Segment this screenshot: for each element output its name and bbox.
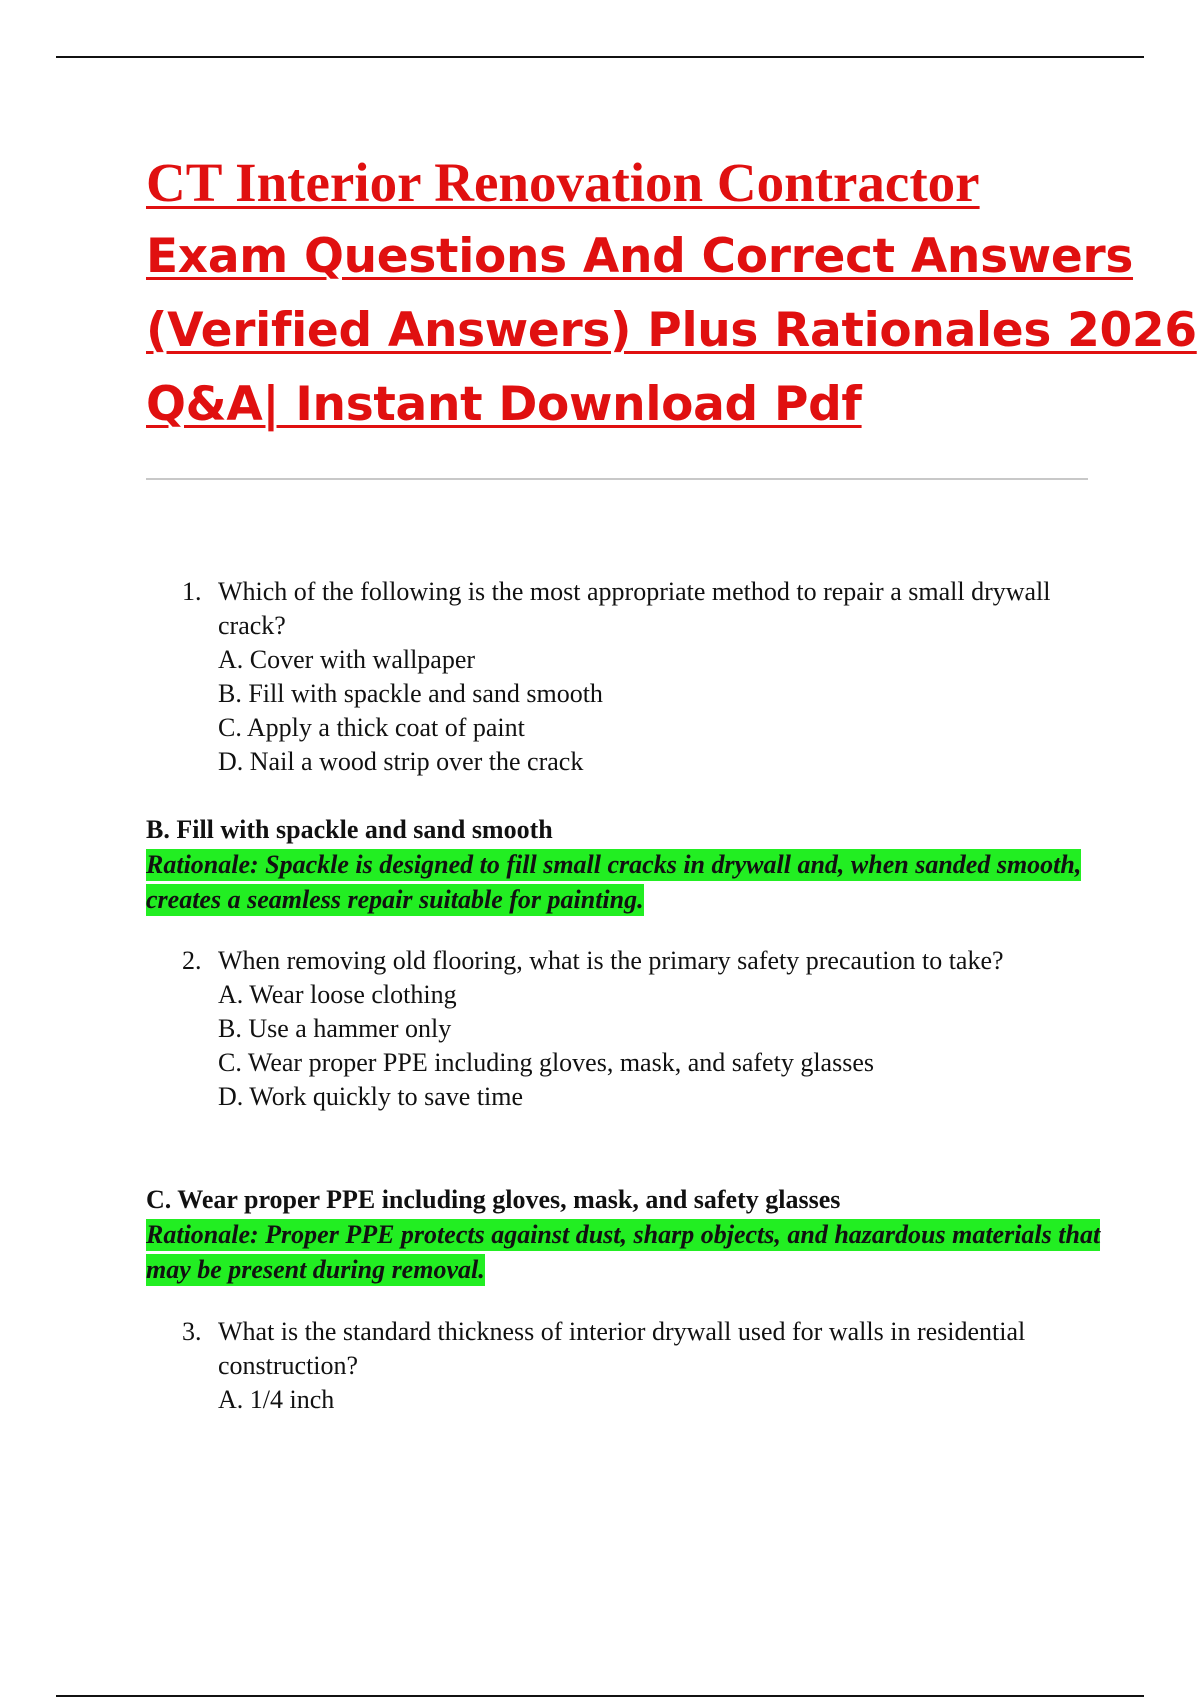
option-c: C. Apply a thick coat of paint bbox=[218, 713, 525, 742]
option-d: D. Work quickly to save time bbox=[218, 1082, 524, 1111]
option-d: D. Nail a wood strip over the crack bbox=[218, 747, 584, 776]
page-bottom-rule bbox=[56, 1695, 1144, 1697]
option-c: C. Wear proper PPE including gloves, mask, and safety glasses bbox=[218, 1048, 874, 1077]
title-line-2: Exam Questions And Correct Answers bbox=[146, 229, 1134, 284]
document-title bbox=[146, 146, 1197, 442]
rationale bbox=[146, 847, 1106, 917]
rationale bbox=[146, 1217, 1106, 1287]
correct-answer: C. Wear proper PPE including gloves, mask, and safety glasses bbox=[146, 1185, 841, 1214]
rationale-text: Rationale: Proper PPE protects against dust, sharp objects, and hazardous materials that may be present during removal. bbox=[146, 1220, 1101, 1284]
title-line-1: CT Interior Renovation Contractor bbox=[146, 152, 980, 213]
option-a: A. 1/4 inch bbox=[218, 1385, 335, 1414]
title-separator bbox=[146, 478, 1088, 480]
question-number: 3. bbox=[182, 1317, 202, 1346]
rationale-text: Rationale: Spackle is designed to fill small cracks in drywall and, when sanded smooth, creates a seamless repair suitable for painting. bbox=[146, 850, 1082, 914]
option-a: A. Cover with wallpaper bbox=[218, 645, 476, 674]
question-number: 1. bbox=[182, 577, 202, 606]
title-line-3: (Verified Answers) Plus Rationales 2026 bbox=[146, 303, 1197, 358]
option-b: B. Fill with spackle and sand smooth bbox=[218, 679, 603, 708]
correct-answer: B. Fill with spackle and sand smooth bbox=[146, 815, 553, 844]
answer-1 bbox=[146, 812, 1106, 917]
option-b: B. Use a hammer only bbox=[218, 1014, 452, 1043]
question-text: Which of the following is the most appropriate method to repair a small drywall crack? bbox=[218, 577, 1051, 640]
option-a: A. Wear loose clothing bbox=[218, 980, 457, 1009]
title-line-4: Q&A| Instant Download Pdf bbox=[146, 377, 862, 432]
question-number: 2. bbox=[182, 946, 202, 975]
answer-2 bbox=[146, 1182, 1106, 1287]
question-text: What is the standard thickness of interior drywall used for walls in residential construction? bbox=[218, 1317, 1026, 1380]
page-top-rule bbox=[56, 56, 1144, 58]
question-2 bbox=[182, 944, 1102, 1114]
question-text: When removing old flooring, what is the primary safety precaution to take? bbox=[218, 946, 1004, 975]
question-1 bbox=[182, 575, 1102, 779]
question-3 bbox=[182, 1315, 1102, 1417]
